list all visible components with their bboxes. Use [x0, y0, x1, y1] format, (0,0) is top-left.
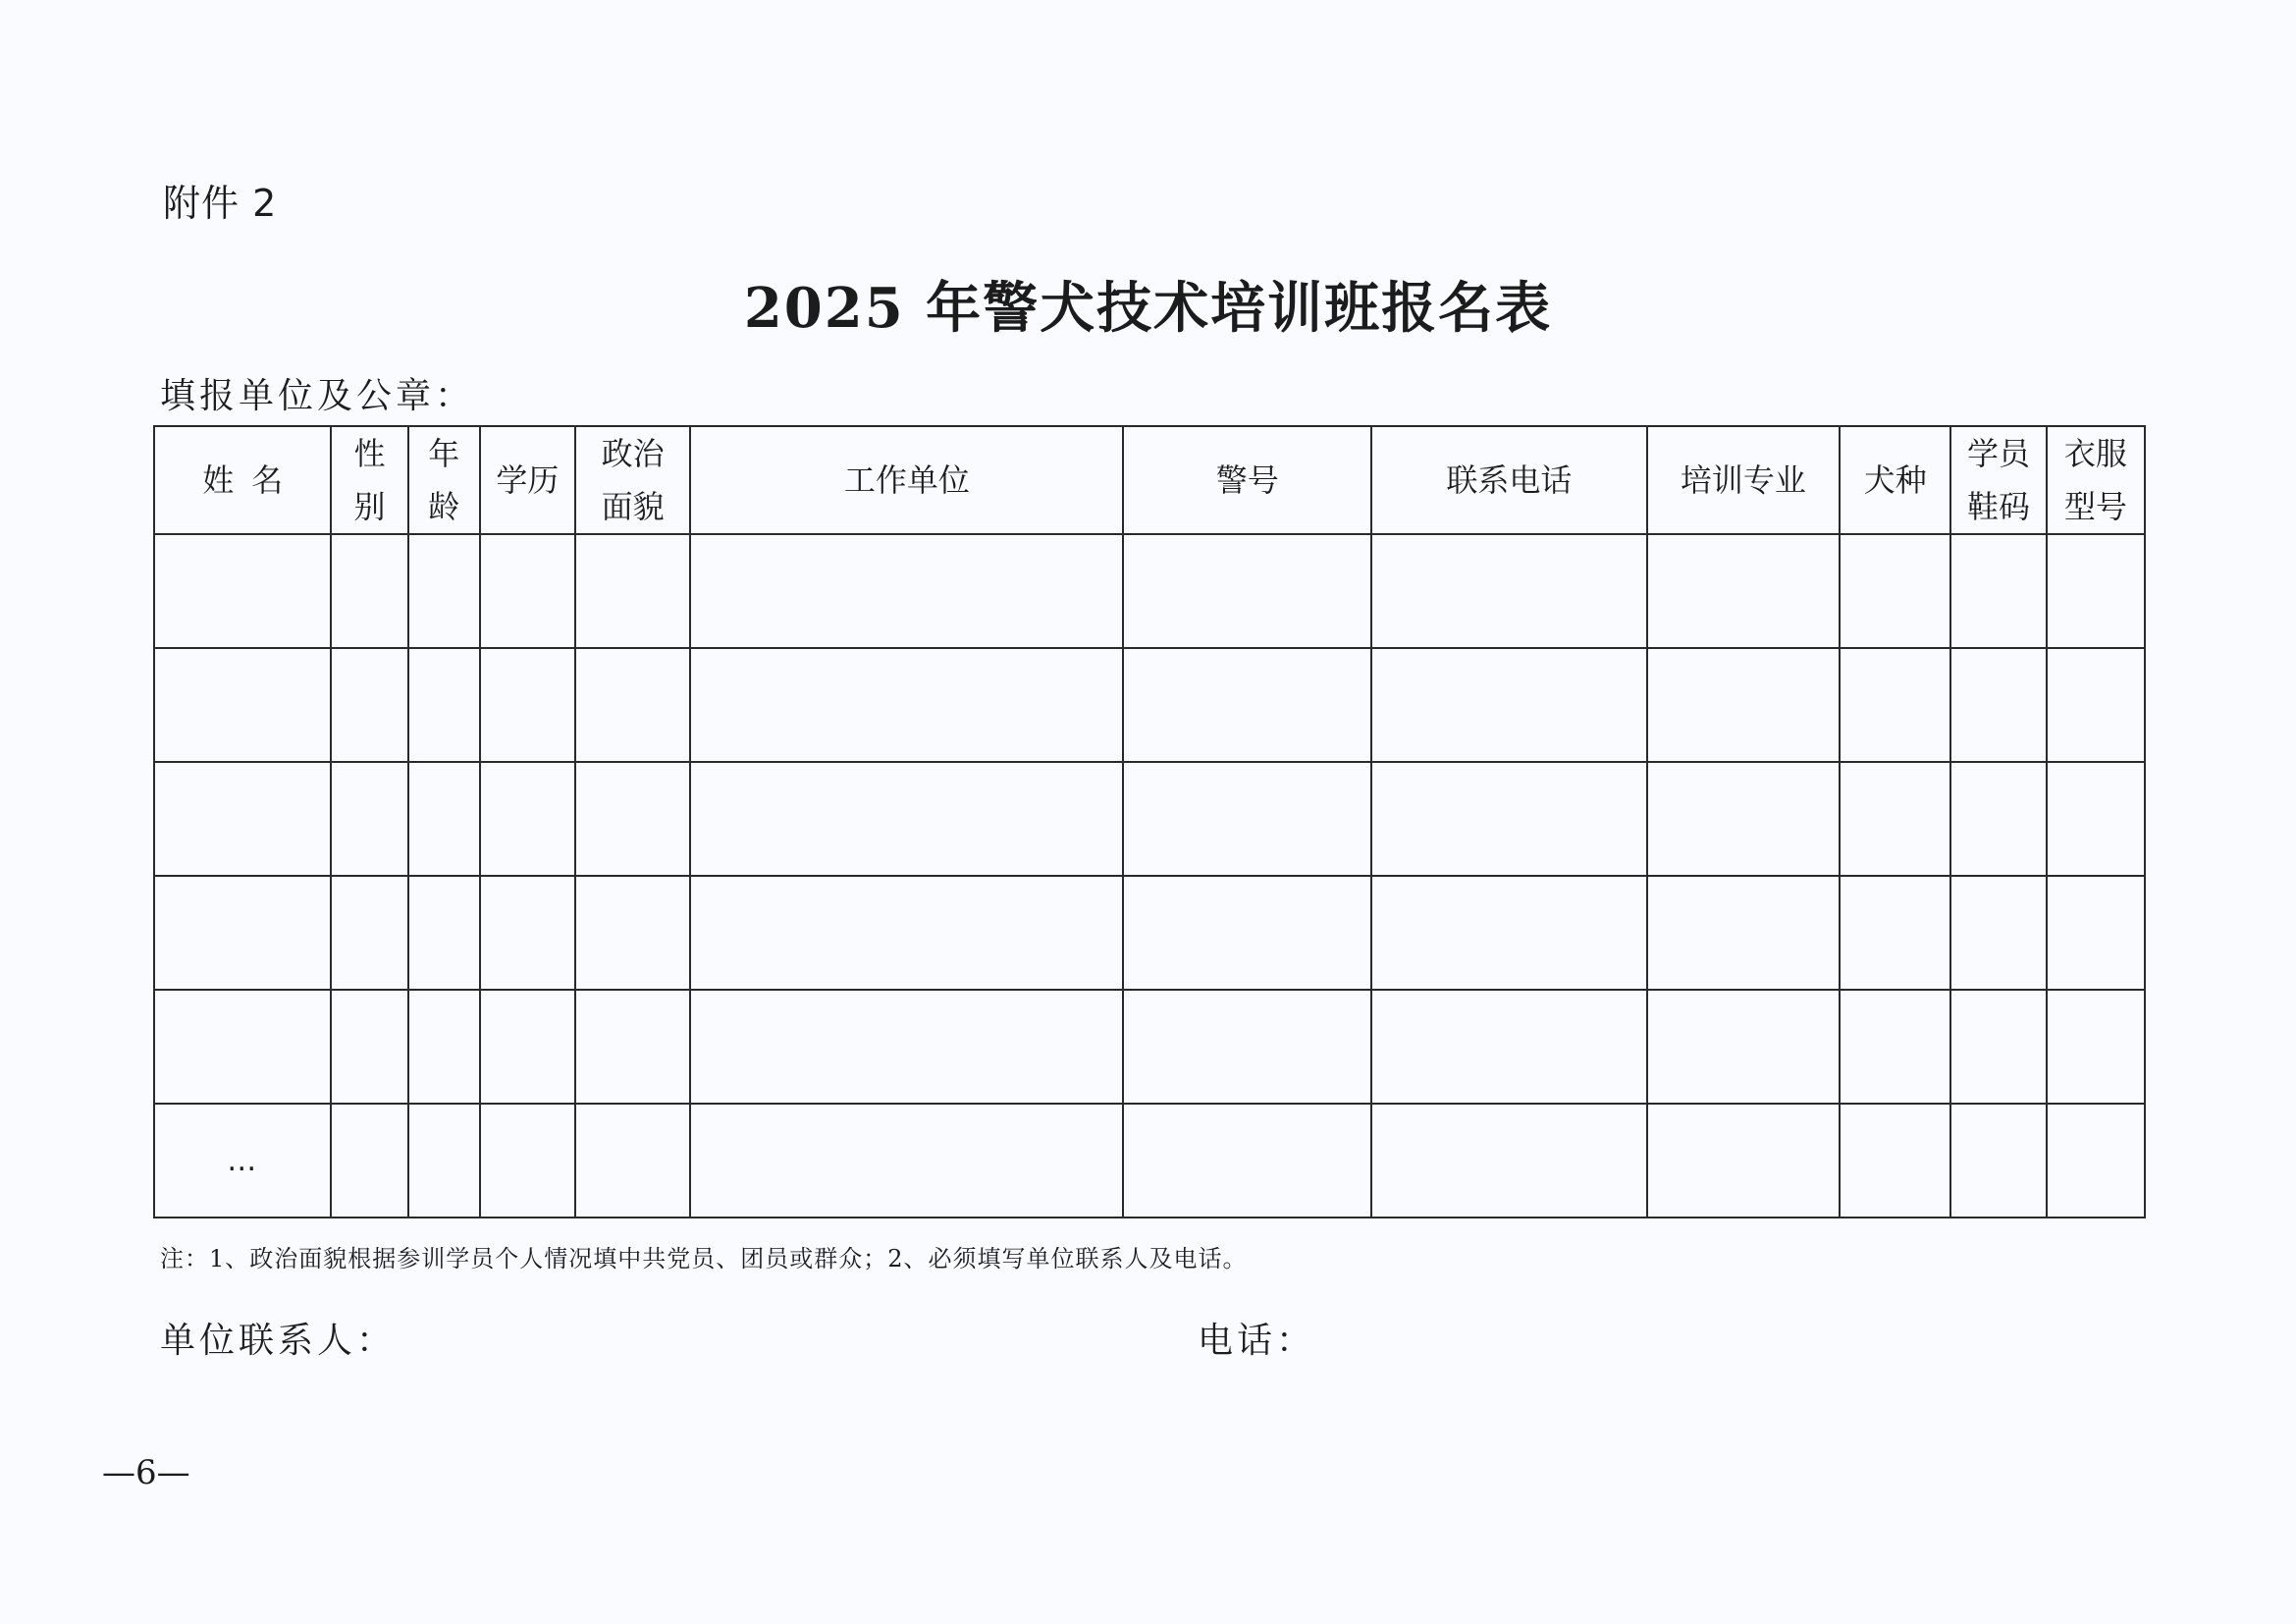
table-cell[interactable]	[1840, 876, 1950, 990]
table-cell[interactable]	[2047, 876, 2145, 990]
table-cell[interactable]	[480, 1104, 575, 1218]
table-cell[interactable]	[690, 762, 1123, 876]
table-cell[interactable]	[575, 648, 690, 762]
table-cell[interactable]	[575, 876, 690, 990]
page-number: —6—	[102, 1453, 190, 1492]
header-phone: 联系电话	[1371, 426, 1647, 534]
table-cell[interactable]	[331, 648, 407, 762]
table-cell[interactable]	[1371, 990, 1647, 1104]
table-cell[interactable]	[480, 876, 575, 990]
table-cell[interactable]	[154, 534, 331, 648]
table-cell[interactable]	[480, 534, 575, 648]
table-cell[interactable]	[1950, 534, 2046, 648]
table-cell[interactable]	[480, 990, 575, 1104]
table-row	[154, 648, 2145, 762]
table-cell[interactable]	[1950, 762, 2046, 876]
footnote: 注：1、政治面貌根据参训学员个人情况填中共党员、团员或群众；2、必须填写单位联系人及电话。	[160, 1245, 1248, 1272]
table-cell[interactable]	[154, 762, 331, 876]
table-cell[interactable]	[1123, 534, 1371, 648]
table-cell[interactable]	[408, 876, 480, 990]
table-body	[154, 534, 2145, 1218]
table-cell[interactable]	[331, 1104, 407, 1218]
table-cell[interactable]	[1647, 648, 1840, 762]
table-cell[interactable]	[154, 990, 331, 1104]
table-cell[interactable]	[408, 648, 480, 762]
table-cell[interactable]	[1123, 762, 1371, 876]
table-cell[interactable]	[331, 990, 407, 1104]
table-row	[154, 876, 2145, 990]
page-title: 2025 年警犬技术培训班报名表	[743, 276, 1553, 341]
attachment-label: 附件 2	[163, 182, 278, 225]
table-cell[interactable]	[1647, 990, 1840, 1104]
table-cell[interactable]	[1840, 648, 1950, 762]
table-cell[interactable]	[575, 990, 690, 1104]
table-header-row	[154, 426, 2145, 534]
table-cell[interactable]: …	[154, 1104, 331, 1218]
table-cell[interactable]	[154, 648, 331, 762]
table-cell[interactable]	[331, 534, 407, 648]
header-shoe-size: 学员 鞋码	[1950, 426, 2046, 534]
table-cell[interactable]	[408, 1104, 480, 1218]
table-cell[interactable]	[1840, 534, 1950, 648]
table-cell[interactable]	[2047, 762, 2145, 876]
table-cell[interactable]	[1371, 1104, 1647, 1218]
table-row	[154, 534, 2145, 648]
table-cell[interactable]	[408, 534, 480, 648]
table-row	[154, 1104, 2145, 1218]
table-cell[interactable]	[1950, 876, 2046, 990]
header-training-specialty: 培训专业	[1647, 426, 1840, 534]
contact-person-label: 单位联系人：	[160, 1321, 397, 1361]
header-work-unit: 工作单位	[690, 426, 1123, 534]
table-cell[interactable]	[575, 534, 690, 648]
table-cell[interactable]	[1647, 534, 1840, 648]
table-cell[interactable]	[1840, 990, 1950, 1104]
table-cell[interactable]	[1123, 990, 1371, 1104]
table-cell[interactable]	[1647, 762, 1840, 876]
table-row	[154, 990, 2145, 1104]
table-cell[interactable]	[408, 990, 480, 1104]
table-cell[interactable]	[1371, 648, 1647, 762]
table-cell[interactable]	[1950, 648, 2046, 762]
table-cell[interactable]	[1647, 1104, 1840, 1218]
table-cell[interactable]	[480, 648, 575, 762]
header-age: 年 龄	[408, 426, 480, 534]
table-cell[interactable]	[1123, 876, 1371, 990]
table-cell[interactable]	[690, 876, 1123, 990]
header-education: 学历	[480, 426, 575, 534]
table-cell[interactable]	[331, 762, 407, 876]
header-name: 姓名	[154, 426, 331, 534]
table-cell[interactable]	[1371, 876, 1647, 990]
table-cell[interactable]	[690, 534, 1123, 648]
table-cell[interactable]	[1840, 1104, 1950, 1218]
header-gender: 性 别	[331, 426, 407, 534]
table-cell[interactable]	[690, 648, 1123, 762]
table-cell[interactable]	[1647, 876, 1840, 990]
registration-table	[153, 425, 2146, 1218]
table-cell[interactable]	[2047, 648, 2145, 762]
table-cell[interactable]	[154, 876, 331, 990]
table-cell[interactable]	[1950, 1104, 2046, 1218]
header-police-number: 警号	[1123, 426, 1371, 534]
table-cell[interactable]	[575, 762, 690, 876]
table-cell[interactable]	[1123, 1104, 1371, 1218]
header-clothing-size: 衣服 型号	[2047, 426, 2145, 534]
table-cell[interactable]	[575, 1104, 690, 1218]
table-cell[interactable]	[2047, 1104, 2145, 1218]
table-cell[interactable]	[1123, 648, 1371, 762]
table-cell[interactable]	[2047, 534, 2145, 648]
table-cell[interactable]	[408, 762, 480, 876]
table-cell[interactable]	[1840, 762, 1950, 876]
table-cell[interactable]	[2047, 990, 2145, 1104]
table-row	[154, 762, 2145, 876]
fill-unit-label: 填报单位及公章：	[160, 376, 475, 416]
phone-label: 电话：	[1198, 1321, 1316, 1361]
table-cell[interactable]	[1950, 990, 2046, 1104]
header-political-status: 政治 面貌	[575, 426, 690, 534]
table-cell[interactable]	[1371, 762, 1647, 876]
table-cell[interactable]	[480, 762, 575, 876]
table-cell[interactable]	[690, 990, 1123, 1104]
table-cell[interactable]	[1371, 534, 1647, 648]
table-cell[interactable]	[690, 1104, 1123, 1218]
header-dog-breed: 犬种	[1840, 426, 1950, 534]
table-cell[interactable]	[331, 876, 407, 990]
